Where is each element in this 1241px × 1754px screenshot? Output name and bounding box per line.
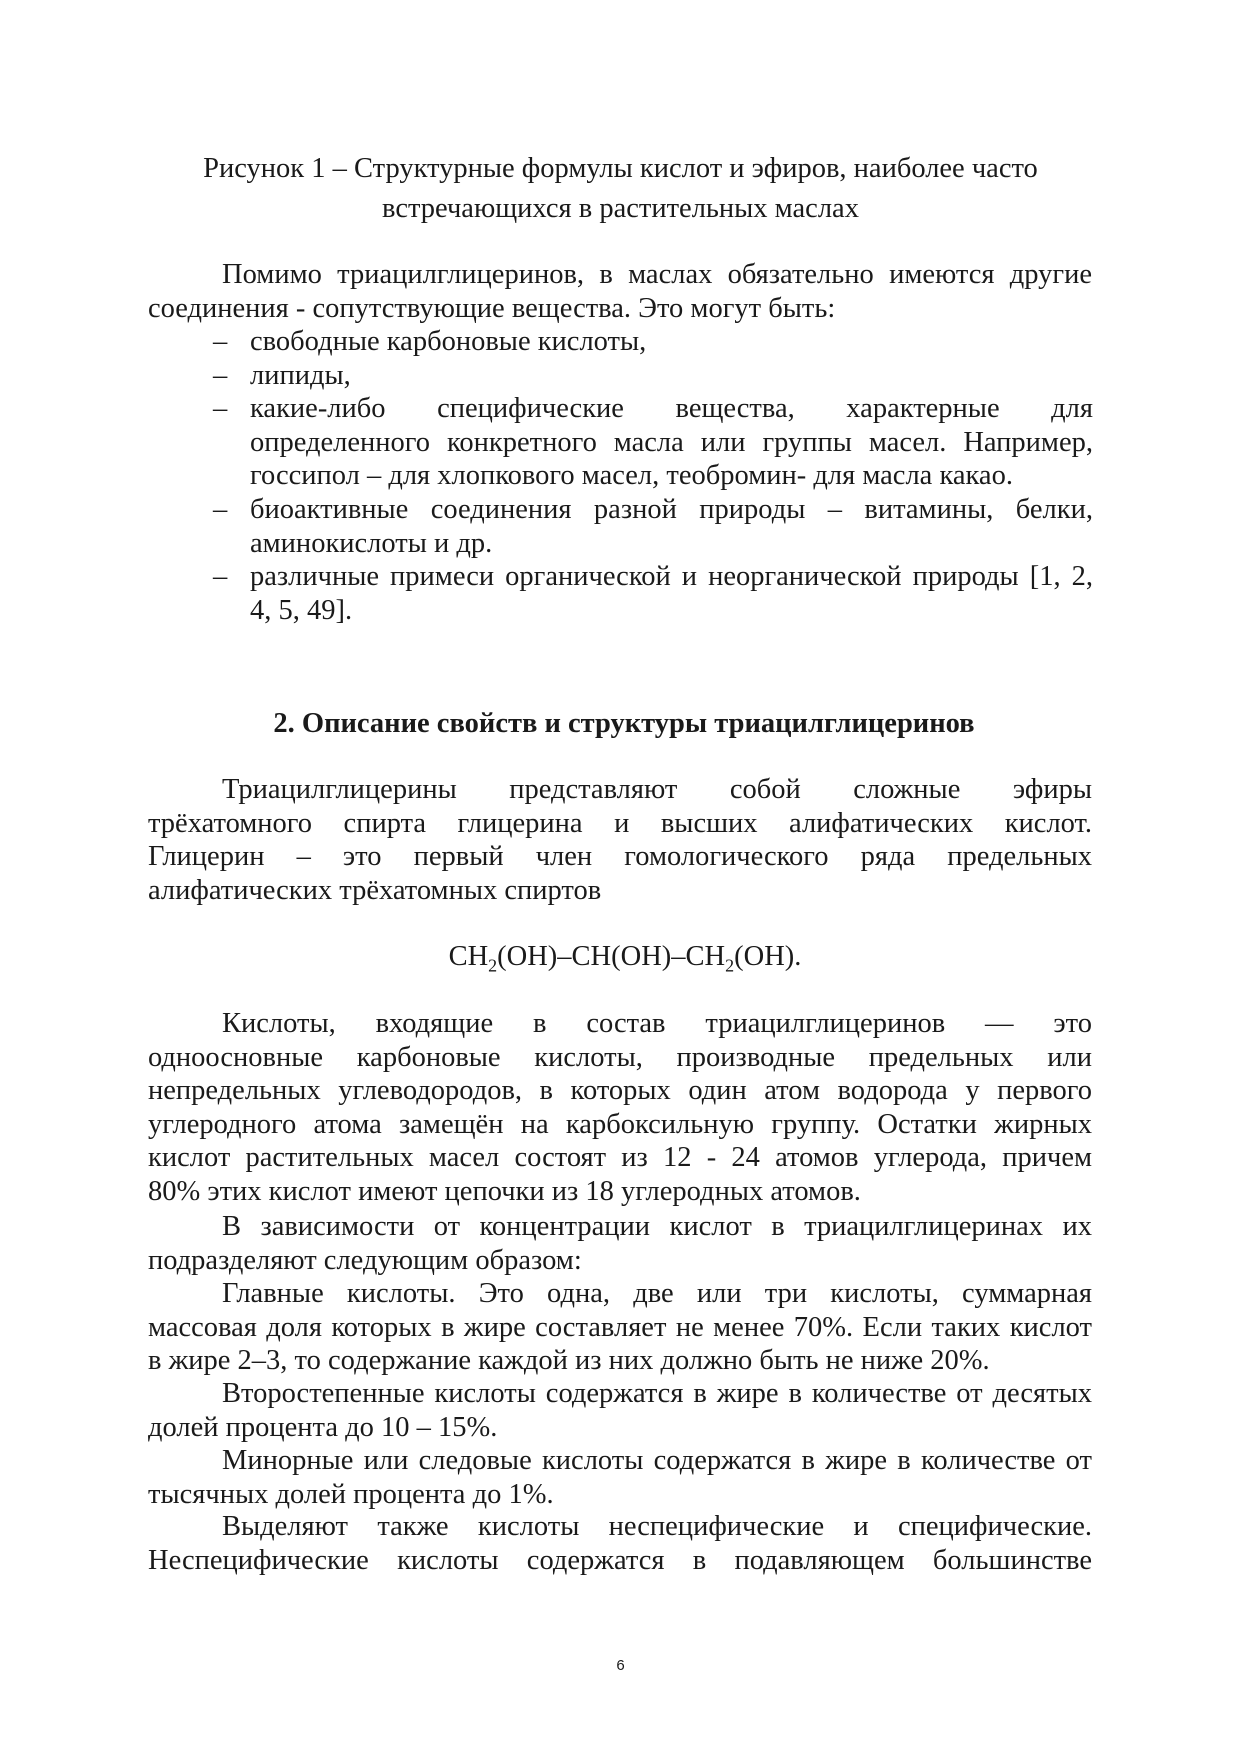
text-line: непредельных углеводородов, в которых один атом водорода у первого [148, 1075, 1092, 1107]
formula-part: (OH). [734, 941, 802, 972]
glycerol-formula [148, 940, 1092, 983]
text-line: Выделяют также кислоты неспецифические и специфические. [222, 1511, 1092, 1542]
main-acids-paragraph [148, 1277, 1092, 1378]
list-bullet: – [213, 493, 228, 525]
formula-subscript: 2 [725, 955, 735, 976]
text-line: В зависимости от концентрации кислот в триацилглицеринах их [222, 1211, 1092, 1242]
text-line: определенного конкретного масла или группы масел. Например, [250, 426, 1093, 458]
text-line: Помимо триацилглицеринов, в маслах обязательно имеются другие [222, 259, 1092, 290]
text-line: Второстепенные кислоты содержатся в жире в количестве от десятых [222, 1378, 1092, 1409]
list-item [213, 359, 1093, 393]
text-line: аминокислоты и др. [250, 527, 493, 559]
text-line: одноосновные карбоновые кислоты, производные предельных или [148, 1041, 1092, 1073]
text-line: Кислоты, входящие в состав триацилглицеринов — это [222, 1008, 1092, 1039]
intro-paragraph [148, 258, 1092, 325]
text-line: алифатических трёхатомных спиртов [148, 874, 602, 906]
section-heading: 2. Описание свойств и структуры триацилглицеринов [273, 708, 975, 739]
list-bullet: – [213, 393, 228, 425]
text-line: Триацилглицерины представляют собой сложные эфиры [222, 774, 1092, 805]
text-line: трёхатомного спирта глицерина и высших алифатических кислот. [148, 807, 1092, 839]
text-line: кислот растительных масел состоят из 12 - 24 атомов углерода, причем [148, 1142, 1092, 1174]
minor-acids-paragraph [148, 1444, 1092, 1511]
formula-subscript: 2 [488, 955, 498, 976]
text-line: тысячных долей процента до 1%. [148, 1478, 554, 1510]
list-bullet: – [213, 326, 228, 357]
text-line: подразделяют следующим образом: [148, 1244, 582, 1276]
text-line: соединения - сопутствующие вещества. Это могут быть: [148, 292, 836, 324]
text-line: 80% этих кислот имеют цепочки из 18 углеродных атомов. [148, 1175, 861, 1207]
figure-caption-line: Рисунок 1 – Структурные формулы кислот и эфиров, наиболее часто [203, 153, 1038, 184]
substances-list [213, 325, 1093, 627]
list-item [213, 493, 1093, 560]
formula-part: CH [448, 941, 489, 972]
formula-part: (OH)–CH(OH)–CH [497, 941, 726, 972]
text-line: углеродного атома замещён на карбоксильную группу. Остатки жирных [148, 1108, 1092, 1140]
specific-acids-paragraph [148, 1510, 1092, 1577]
classification-paragraph [148, 1210, 1092, 1277]
text-line: свободные карбоновые кислоты, [250, 326, 647, 357]
figure-caption-line: встречающихся в растительных маслах [382, 193, 859, 224]
text-line: в жире 2–3, то содержание каждой из них должно быть не ниже 20%. [148, 1345, 990, 1377]
text-line: Главные кислоты. Это одна, две или три кислоты, суммарная [222, 1278, 1092, 1309]
text-line: долей процента до 10 – 15%. [148, 1411, 498, 1443]
tag-paragraph [148, 773, 1092, 907]
text-line: биоактивные соединения разной природы – витамины, белки, [250, 493, 1093, 525]
secondary-acids-paragraph [148, 1377, 1092, 1444]
text-line: Минорные или следовые кислоты содержатся в жире в количестве от [222, 1445, 1092, 1476]
list-bullet: – [213, 561, 228, 593]
list-item [213, 325, 1093, 359]
text-line: 4, 5, 49]. [250, 594, 353, 626]
page-number: 6 [616, 1657, 625, 1674]
text-line: госсипол – для хлопкового масел, теобромин- для масла какао. [250, 460, 1013, 492]
text-line: липиды, [250, 359, 351, 391]
text-line: какие-либо специфические вещества, характерные для [250, 393, 1093, 425]
list-item [213, 560, 1093, 627]
text-line: Неспецифические кислоты содержатся в подавляющем большинстве [148, 1544, 1092, 1576]
figure-caption [150, 149, 1091, 229]
text-line: различные примеси органической и неорганической природы [1, 2, [250, 561, 1093, 593]
list-item [213, 392, 1093, 493]
text-line: массовая доля которых в жире составляет не менее 70%. Если таких кислот [148, 1311, 1092, 1343]
text-line: Глицерин – это первый член гомологического ряда предельных [148, 841, 1092, 873]
acids-paragraph [148, 1007, 1092, 1209]
list-bullet: – [213, 359, 228, 391]
